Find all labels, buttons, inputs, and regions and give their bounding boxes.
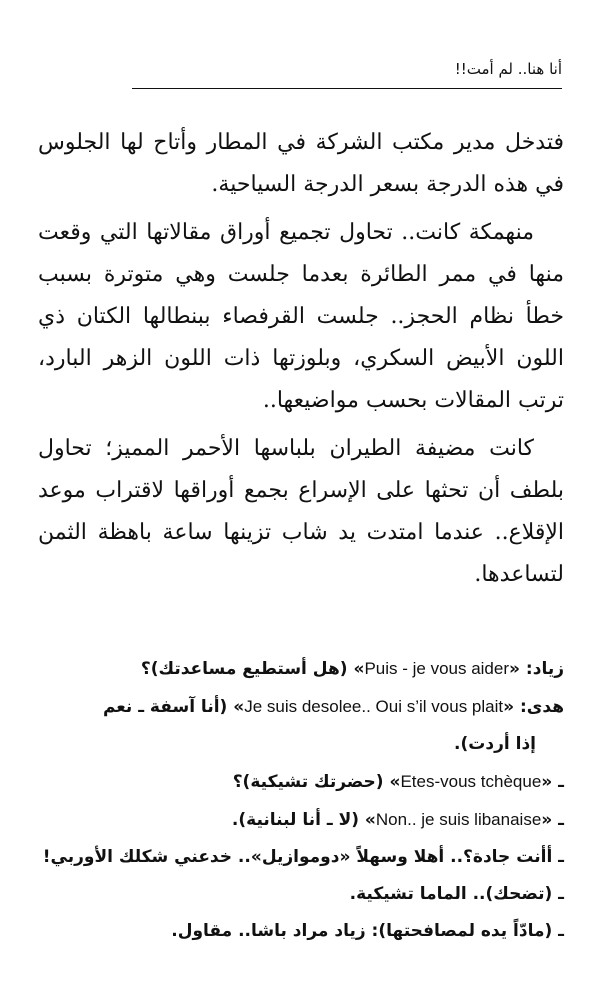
dialogue-block xyxy=(38,650,564,950)
dialogue-prefix: زياد: « xyxy=(509,659,564,679)
dialogue-line xyxy=(38,763,564,801)
paragraph: فتدخل مدير مكتب الشركة في المطار وأتاح لها الجلوس في هذه الدرجة بسعر الدرجة السياحية. xyxy=(38,130,564,197)
dialogue-suffix: » (حضرتك تشيكية)؟ xyxy=(232,772,401,792)
french-phrase: Etes-vous tchèque xyxy=(400,772,542,791)
dialogue-line xyxy=(38,650,564,688)
paragraph: كانت مضيفة الطيران بلباسها الأحمر المميز؛ تحاول بلطف أن تحثها على الإسراع بجمع أوراقها لاقتراب موعد الإقلاع.. عندما امتدت يد شاب تزينها ساعة باهظة الثمن لتساعدها. xyxy=(38,436,564,587)
dialogue-suffix: » (هل أستطيع مساعدتك)؟ xyxy=(140,659,365,679)
french-phrase: Non.. je suis libanaise xyxy=(375,810,542,829)
dialogue-suffix: » (لا ـ أنا لبنانية). xyxy=(231,810,376,830)
paragraph: منهمكة كانت.. تحاول تجميع أوراق مقالاتها التي وقعت منها في ممر الطائرة بعدما جلست وهي متوترة بسبب خطأ نظام الحجز.. جلست القرفصاء ببنطالها الكتان ذي اللون الأبيض السكري، وبلوزتها ذات اللون الزهر البارد، ترتب المقالات بحسب مواضيعها.. xyxy=(38,220,564,413)
dialogue-text: ـ (مادّاً يده لمصافحتها): زياد مراد باشا.. مقاول. xyxy=(171,921,564,941)
french-phrase: Je suis desolee.. Oui s’il vous plait xyxy=(244,697,504,716)
dialogue-suffix: إذا أردت). xyxy=(454,734,536,754)
dialogue-prefix: ـ « xyxy=(541,810,564,830)
dialogue-line xyxy=(38,913,564,950)
dialogue-line xyxy=(38,876,564,913)
dialogue-text: ـ أأنت جادة؟.. أهلا وسهلاً «دوموازيل».. خدعني شكلك الأوربي! xyxy=(42,847,564,867)
dialogue-text: ـ (تضحك).. الماما تشيكية. xyxy=(349,884,564,904)
dialogue-line xyxy=(38,688,564,726)
running-header: أنا هنا.. لم أمت!! xyxy=(132,58,562,89)
french-phrase: Puis - je vous aider xyxy=(364,659,510,678)
dialogue-line xyxy=(38,839,564,876)
dialogue-prefix: ـ « xyxy=(541,772,564,792)
body-text xyxy=(38,122,564,602)
dialogue-line xyxy=(38,726,564,763)
dialogue-line xyxy=(38,801,564,839)
dialogue-suffix: » (أنا آسفة ـ نعم xyxy=(102,697,245,717)
dialogue-prefix: هدى: « xyxy=(503,697,564,717)
